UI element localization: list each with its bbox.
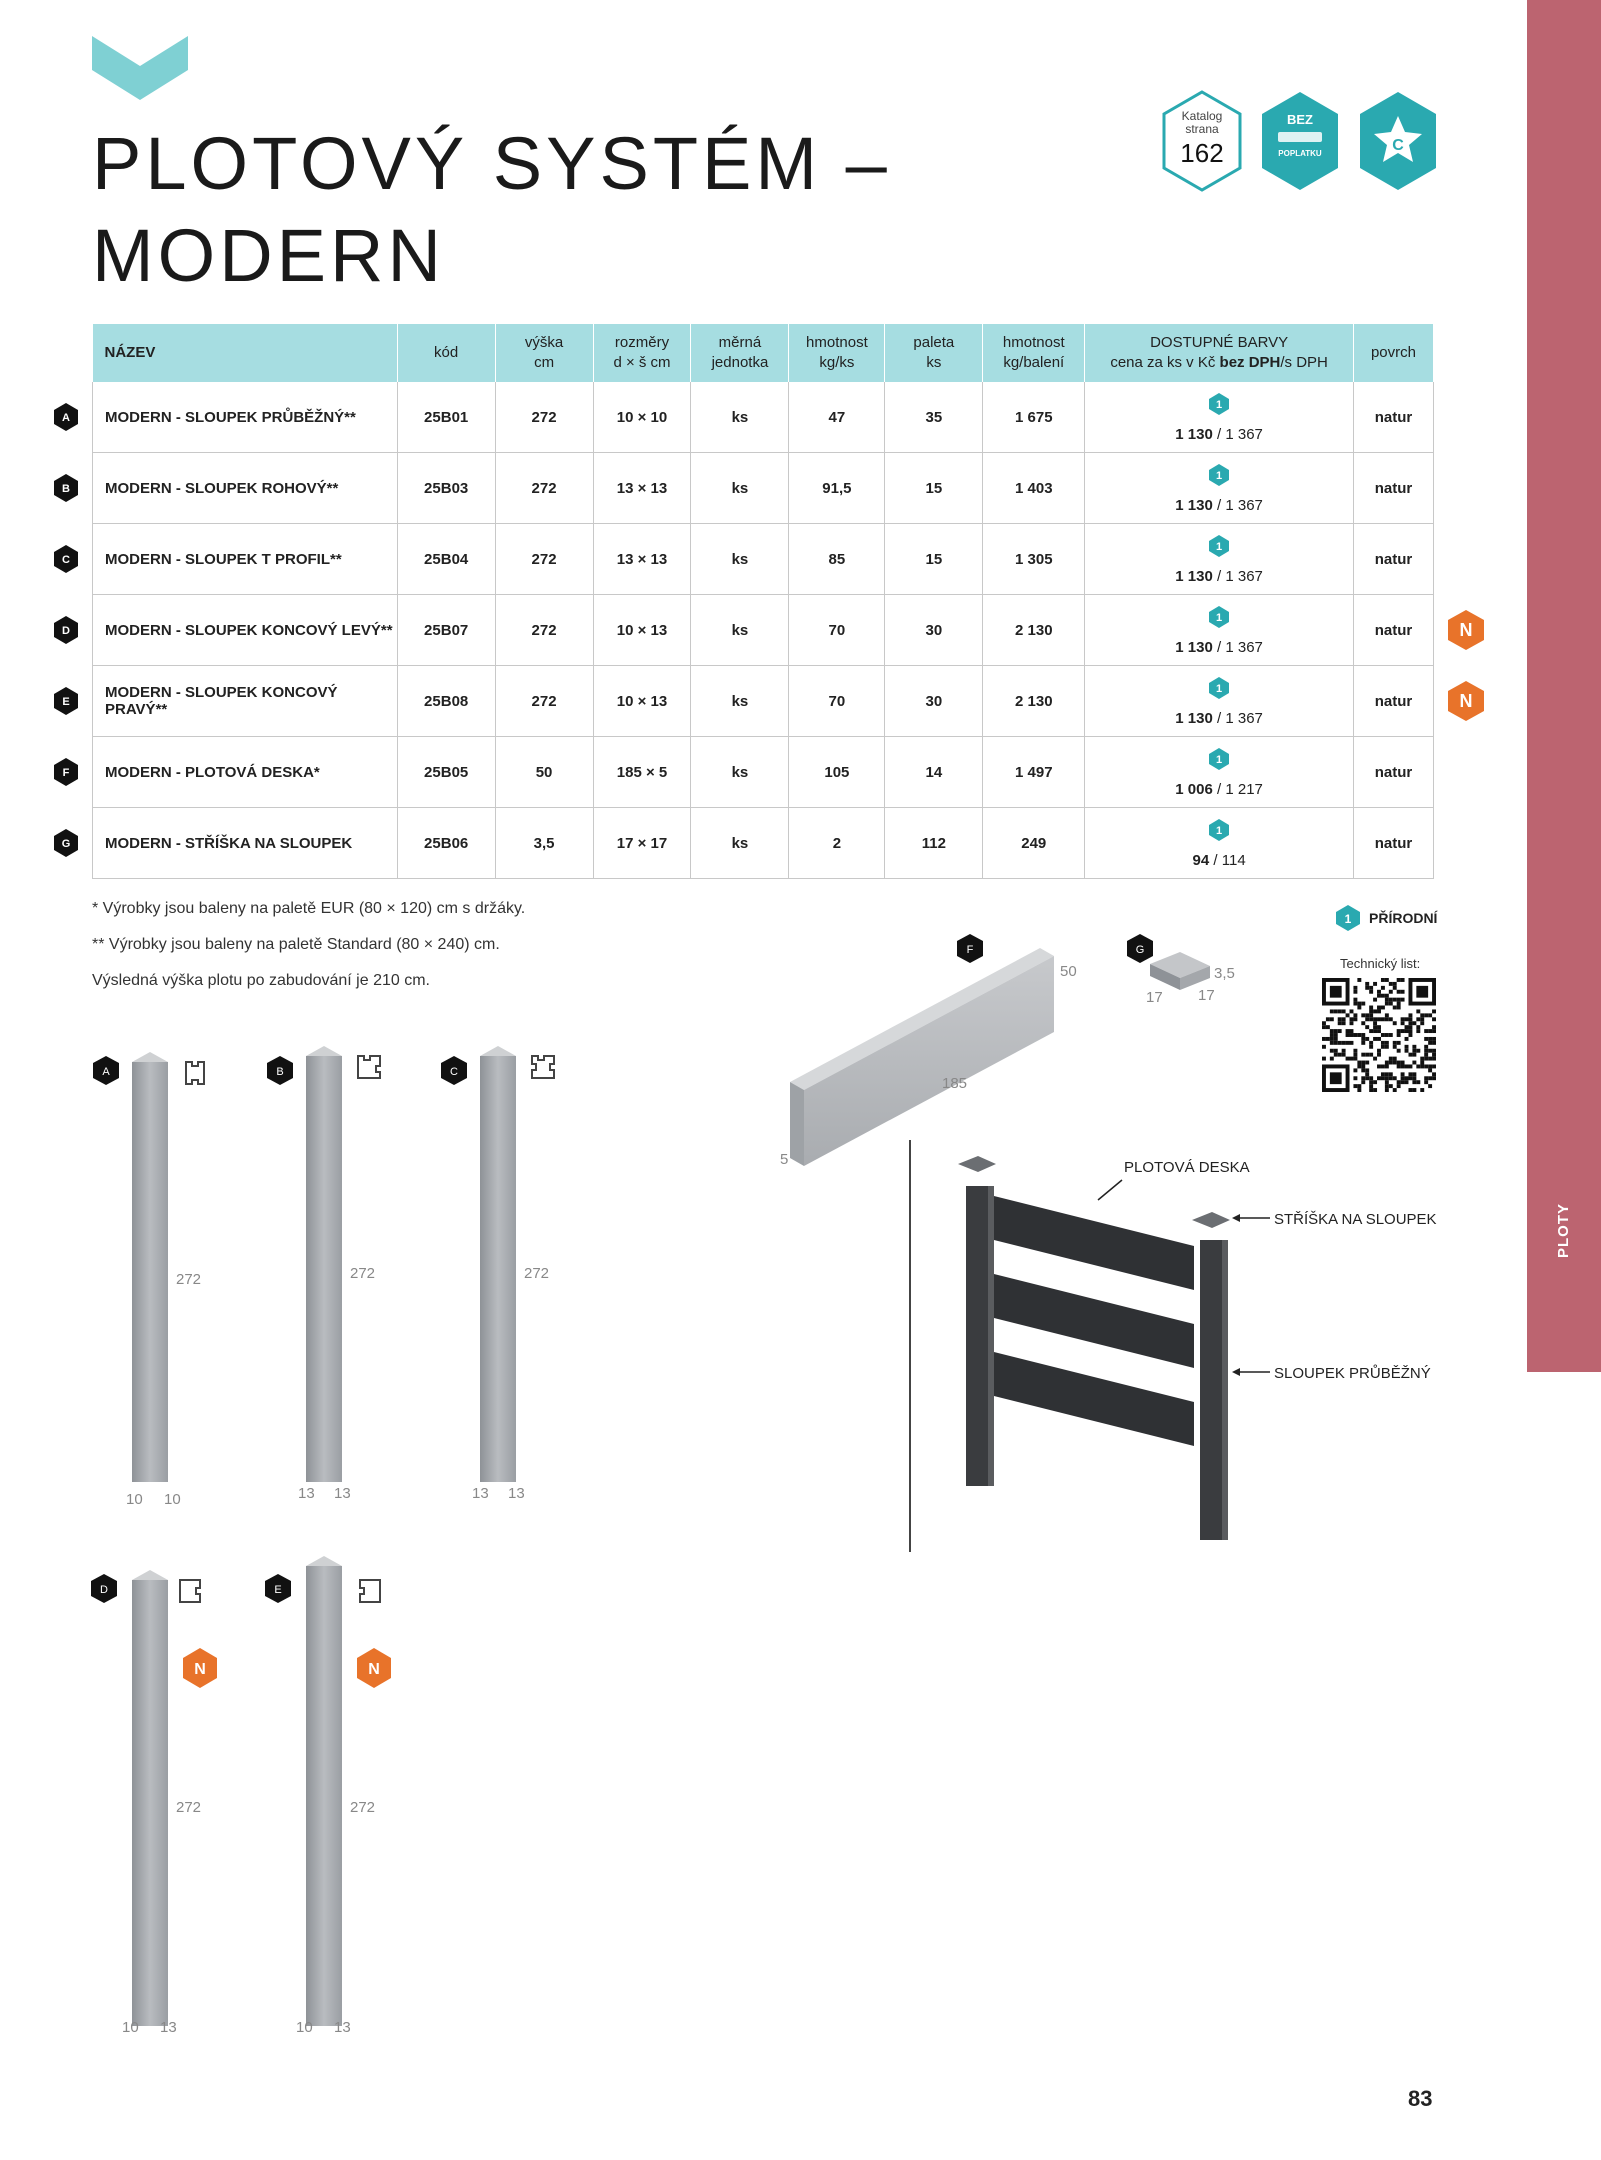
dim-c-w1: 13 bbox=[472, 1485, 489, 1502]
fee-line2: POPLATKU bbox=[1278, 149, 1322, 158]
dim-e-height: 272 bbox=[350, 1799, 376, 1816]
cell-code: 25B06 bbox=[397, 808, 495, 879]
cell-name: G MODERN - STŘÍŠKA NA SLOUPEK bbox=[93, 808, 398, 879]
dim-f-t: 5 bbox=[780, 1151, 789, 1168]
cell-weight: 70 bbox=[789, 595, 885, 666]
dim-g-w2: 17 bbox=[1198, 987, 1215, 1004]
cell-pallet: 112 bbox=[885, 808, 983, 879]
price: 1 006 / 1 217 bbox=[1175, 780, 1263, 798]
cell-height: 272 bbox=[495, 666, 593, 737]
cell-code: 25B08 bbox=[397, 666, 495, 737]
cell-surface: natur bbox=[1353, 453, 1433, 524]
cell-weight: 91,5 bbox=[789, 453, 885, 524]
dim-g-w1: 17 bbox=[1146, 989, 1163, 1006]
dim-c-height: 272 bbox=[524, 1265, 550, 1282]
note-1: * Výrobky jsou baleny na paletě EUR (80 × 120) cm s držáky. bbox=[92, 900, 526, 917]
cell-weight-pack: 249 bbox=[983, 808, 1085, 879]
tech-sheet-label: Technický list: bbox=[1340, 956, 1421, 971]
product-c-drawing bbox=[480, 1046, 554, 1482]
cell-unit: ks bbox=[691, 524, 789, 595]
svg-text:C: C bbox=[450, 1066, 458, 1078]
legend-label: PŘÍRODNÍ bbox=[1369, 910, 1438, 926]
dim-a-w1: 10 bbox=[126, 1491, 143, 1508]
svg-text:N: N bbox=[368, 1661, 380, 1678]
svg-text:1: 1 bbox=[1216, 540, 1223, 553]
marker-f bbox=[957, 934, 983, 963]
marker-b bbox=[267, 1056, 293, 1085]
cell-surface: natur N bbox=[1353, 595, 1433, 666]
col-code: kód bbox=[397, 324, 495, 382]
cell-weight-pack: 1 497 bbox=[983, 737, 1085, 808]
col-pallet: paleta ks bbox=[885, 324, 983, 382]
svg-text:A: A bbox=[102, 1066, 110, 1078]
col-name: NÁZEV bbox=[93, 324, 398, 382]
product-a-drawing bbox=[132, 1052, 204, 1482]
cell-name: B MODERN - SLOUPEK ROHOVÝ** bbox=[93, 453, 398, 524]
catalog-page: 162 bbox=[1180, 138, 1224, 168]
cell-name: D MODERN - SLOUPEK KONCOVÝ LEVÝ** bbox=[93, 595, 398, 666]
dim-e-w1: 10 bbox=[296, 2019, 313, 2036]
catalog-label1: Katalog bbox=[1181, 109, 1223, 123]
cell-dims: 10 × 13 bbox=[593, 595, 691, 666]
cell-surface: natur N bbox=[1353, 666, 1433, 737]
svg-text:A: A bbox=[62, 412, 70, 424]
cell-height: 272 bbox=[495, 453, 593, 524]
dim-c-w2: 13 bbox=[508, 1485, 525, 1502]
cell-unit: ks bbox=[691, 453, 789, 524]
cell-weight-pack: 1 675 bbox=[983, 382, 1085, 453]
cell-height: 3,5 bbox=[495, 808, 593, 879]
col-surface: povrch bbox=[1353, 324, 1433, 382]
callout-cap: STŘÍŠKA NA SLOUPEK bbox=[1274, 1211, 1437, 1228]
svg-text:N: N bbox=[1459, 691, 1473, 711]
new-badge-e bbox=[357, 1648, 391, 1688]
price: 1 130 / 1 367 bbox=[1175, 425, 1263, 443]
cell-name: E MODERN - SLOUPEK KONCOVÝ PRAVÝ** bbox=[93, 666, 398, 737]
cell-dims: 10 × 10 bbox=[593, 382, 691, 453]
svg-text:G: G bbox=[61, 838, 71, 850]
cell-weight-pack: 1 305 bbox=[983, 524, 1085, 595]
svg-text:N: N bbox=[194, 1661, 206, 1678]
cell-dims: 185 × 5 bbox=[593, 737, 691, 808]
dim-g-h: 3,5 bbox=[1214, 965, 1235, 982]
svg-text:1: 1 bbox=[1344, 912, 1352, 926]
cell-height: 50 bbox=[495, 737, 593, 808]
cell-dims: 13 × 13 bbox=[593, 453, 691, 524]
col-dims: rozměry d × š cm bbox=[593, 324, 691, 382]
cell-weight: 105 bbox=[789, 737, 885, 808]
product-f-drawing bbox=[790, 948, 1054, 1166]
product-e-drawing bbox=[306, 1556, 380, 2026]
svg-text:1: 1 bbox=[1216, 398, 1223, 411]
cell-pallet: 30 bbox=[885, 595, 983, 666]
cell-pallet: 35 bbox=[885, 382, 983, 453]
dim-e-w2: 13 bbox=[334, 2019, 351, 2036]
cell-code: 25B07 bbox=[397, 595, 495, 666]
svg-text:G: G bbox=[1135, 944, 1145, 956]
page-number: 83 bbox=[1408, 2086, 1433, 2111]
cell-weight-pack: 2 130 bbox=[983, 666, 1085, 737]
price: 94 / 114 bbox=[1192, 851, 1246, 869]
svg-text:1: 1 bbox=[1216, 469, 1223, 482]
svg-text:D: D bbox=[62, 625, 70, 637]
svg-text:1: 1 bbox=[1216, 682, 1223, 695]
svg-text:1: 1 bbox=[1216, 753, 1223, 766]
callout-post: SLOUPEK PRŮBĚŽNÝ bbox=[1274, 1365, 1431, 1382]
col-unit: měrná jednotka bbox=[691, 324, 789, 382]
col-weight: hmotnost kg/ks bbox=[789, 324, 885, 382]
price: 1 130 / 1 367 bbox=[1175, 567, 1263, 585]
marker-a bbox=[93, 1056, 119, 1085]
cell-pallet: 14 bbox=[885, 737, 983, 808]
svg-text:D: D bbox=[100, 1584, 108, 1596]
dim-f-h: 50 bbox=[1060, 963, 1077, 980]
price: 1 130 / 1 367 bbox=[1175, 496, 1263, 514]
dim-d-w2: 13 bbox=[160, 2019, 177, 2036]
product-b-drawing bbox=[306, 1046, 380, 1482]
svg-text:E: E bbox=[62, 696, 70, 708]
cell-code: 25B01 bbox=[397, 382, 495, 453]
marker-e bbox=[265, 1574, 291, 1603]
catalog-label2: strana bbox=[1185, 122, 1219, 136]
page-title-line2: MODERN bbox=[92, 214, 445, 297]
dim-d-height: 272 bbox=[176, 1799, 202, 1816]
callout-board: PLOTOVÁ DESKA bbox=[1124, 1159, 1250, 1176]
marker-g bbox=[1127, 934, 1153, 963]
product-d-drawing bbox=[132, 1570, 200, 2026]
cell-pallet: 15 bbox=[885, 453, 983, 524]
cell-weight: 2 bbox=[789, 808, 885, 879]
cell-surface: natur bbox=[1353, 737, 1433, 808]
new-badge-d bbox=[183, 1648, 217, 1688]
cell-pallet: 30 bbox=[885, 666, 983, 737]
dim-d-w1: 10 bbox=[122, 2019, 139, 2036]
col-weight-pack: hmotnost kg/balení bbox=[983, 324, 1085, 382]
dim-b-w2: 13 bbox=[334, 1485, 351, 1502]
cell-weight: 85 bbox=[789, 524, 885, 595]
note-2: ** Výrobky jsou baleny na paletě Standard (80 × 240) cm. bbox=[92, 936, 500, 953]
dim-b-w1: 13 bbox=[298, 1485, 315, 1502]
note-3: Výsledná výška plotu po zabudování je 210 cm. bbox=[92, 972, 430, 989]
cell-dims: 10 × 13 bbox=[593, 666, 691, 737]
cell-weight: 47 bbox=[789, 382, 885, 453]
dim-f-len: 185 bbox=[942, 1075, 968, 1092]
dim-a-height: 272 bbox=[176, 1271, 202, 1288]
cell-code: 25B04 bbox=[397, 524, 495, 595]
cell-code: 25B05 bbox=[397, 737, 495, 808]
cell-surface: natur bbox=[1353, 808, 1433, 879]
svg-text:F: F bbox=[62, 767, 70, 779]
marker-c bbox=[441, 1056, 467, 1085]
svg-text:N: N bbox=[1459, 620, 1473, 640]
svg-text:B: B bbox=[276, 1066, 284, 1078]
cell-unit: ks bbox=[691, 666, 789, 737]
svg-text:E: E bbox=[274, 1584, 282, 1596]
svg-text:C: C bbox=[62, 554, 70, 566]
cell-weight-pack: 2 130 bbox=[983, 595, 1085, 666]
cell-weight: 70 bbox=[789, 666, 885, 737]
dim-b-height: 272 bbox=[350, 1265, 376, 1282]
cell-name: C MODERN - SLOUPEK T PROFIL** bbox=[93, 524, 398, 595]
cell-weight-pack: 1 403 bbox=[983, 453, 1085, 524]
fence-assembly-drawing bbox=[910, 1140, 1270, 1552]
cell-unit: ks bbox=[691, 595, 789, 666]
cell-height: 272 bbox=[495, 524, 593, 595]
fee-line1: BEZ bbox=[1287, 112, 1313, 127]
price: 1 130 / 1 367 bbox=[1175, 709, 1263, 727]
marker-d bbox=[91, 1574, 117, 1603]
svg-text:F: F bbox=[966, 944, 974, 956]
svg-text:1: 1 bbox=[1216, 824, 1223, 837]
cell-height: 272 bbox=[495, 595, 593, 666]
cell-dims: 17 × 17 bbox=[593, 808, 691, 879]
cell-surface: natur bbox=[1353, 524, 1433, 595]
cell-name: A MODERN - SLOUPEK PRŮBĚŽNÝ** bbox=[93, 382, 398, 453]
dim-a-w2: 10 bbox=[164, 1491, 181, 1508]
col-colors: DOSTUPNÉ BARVY cena za ks v Kč bez DPH/s DPH bbox=[1085, 324, 1354, 382]
cell-dims: 13 × 13 bbox=[593, 524, 691, 595]
cell-code: 25B03 bbox=[397, 453, 495, 524]
cell-unit: ks bbox=[691, 382, 789, 453]
star-letter: C bbox=[1392, 137, 1404, 154]
side-tab-label: PLOTY bbox=[1555, 1202, 1573, 1258]
svg-text:1: 1 bbox=[1216, 611, 1223, 624]
cell-height: 272 bbox=[495, 382, 593, 453]
svg-text:B: B bbox=[62, 483, 70, 495]
cell-pallet: 15 bbox=[885, 524, 983, 595]
cell-unit: ks bbox=[691, 808, 789, 879]
page-title-line1: PLOTOVÝ SYSTÉM – bbox=[92, 122, 891, 205]
col-height: výška cm bbox=[495, 324, 593, 382]
cell-unit: ks bbox=[691, 737, 789, 808]
cell-name: F MODERN - PLOTOVÁ DESKA* bbox=[93, 737, 398, 808]
product-g-drawing bbox=[1150, 952, 1210, 990]
cell-surface: natur bbox=[1353, 382, 1433, 453]
price: 1 130 / 1 367 bbox=[1175, 638, 1263, 656]
